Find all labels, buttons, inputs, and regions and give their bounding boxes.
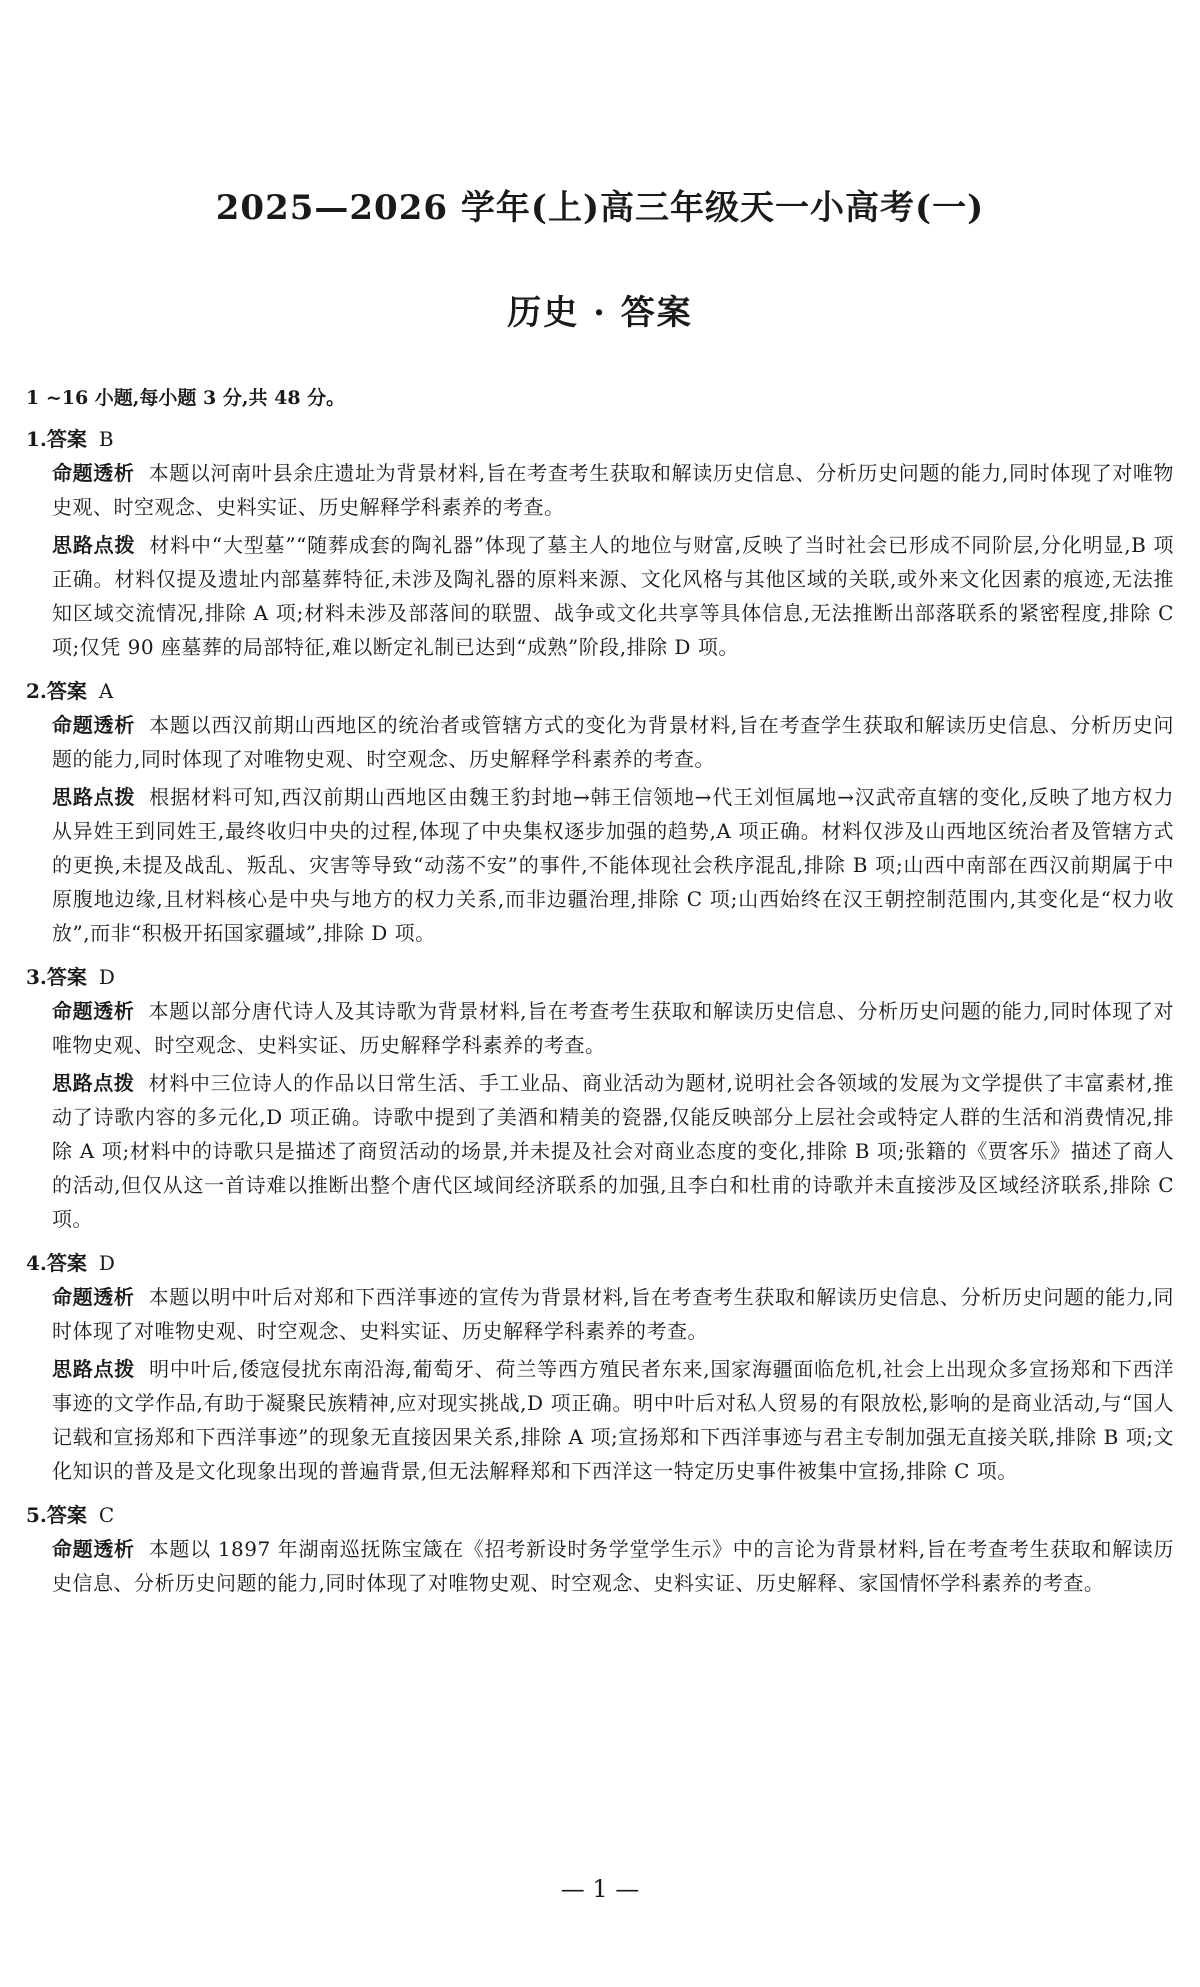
analysis-paragraph [26,456,1174,524]
analysis-text: 本题以河南叶县余庄遗址为背景材料,旨在考查考生获取和解读历史信息、分析历史问题的能力,同时体现了对唯物史观、时空观念、史料实证、历史解释学科素养的考查。 [52,461,1174,519]
question-item [26,674,1174,950]
answer-value: C [98,1503,115,1527]
tips-label: 思路点拨 [52,785,136,809]
analysis-label: 命题透析 [52,1537,135,1561]
analysis-label: 命题透析 [52,1285,135,1309]
answer-line [26,422,1174,456]
analysis-text: 本题以部分唐代诗人及其诗歌为背景材料,旨在考查考生获取和解读历史信息、分析历史问题的能力,同时体现了对唯物史观、时空观念、史料实证、历史解释学科素养的考查。 [52,999,1174,1057]
tips-label: 思路点拨 [52,1071,135,1095]
tips-label: 思路点拨 [52,1357,136,1381]
question-item [26,1498,1174,1600]
subject-title: 历史 · 答案 [507,293,693,333]
tips-label: 思路点拨 [52,533,136,557]
analysis-text: 本题以西汉前期山西地区的统治者或管辖方式的变化为背景材料,旨在考查学生获取和解读历史信息、分析历史问题的能力,同时体现了对唯物史观、时空观念、历史解释学科素养的考查。 [52,713,1175,771]
tips-paragraph [26,528,1174,664]
analysis-label: 命题透析 [52,461,135,485]
answer-line [26,960,1174,994]
tips-text: 明中叶后,倭寇侵扰东南沿海,葡萄牙、荷兰等西方殖民者东来,国家海疆面临危机,社会上出现众多宣扬郑和下西洋事迹的文学作品,有助于凝聚民族精神,应对现实挑战,D 项正确。明中叶后对私人贸易的有限放松,影响的是商业活动,与“国人记载和宣扬郑和下西洋事迹”的现象无直接因果关系,排除 A 项;宣扬郑和下西洋事迹与君主专制加强无直接关联,排除 B 项;文化知识的普及是文化现象出现的普遍背景,但无法解释郑和下西洋这一特定历史事件被集中宣扬,排除 C 项。 [52,1357,1174,1483]
question-list [26,422,1174,1600]
analysis-text: 本题以 1897 年湖南巡抚陈宝箴在《招考新设时务学堂学生示》中的言论为背景材料,旨在考查考生获取和解读历史信息、分析历史问题的能力,同时体现了对唯物史观、时空观念、史料实证、历史解释、家国情怀学科素养的考查。 [52,1537,1174,1595]
scoring-intro: 1 ~16 小题,每小题 3 分,共 48 分。 [26,387,346,409]
tips-text: 材料中“大型墓”“随葬成套的陶礼器”体现了墓主人的地位与财富,反映了当时社会已形成不同阶层,分化明显,B 项正确。材料仅提及遗址内部墓葬特征,未涉及陶礼器的原料来源、文化风格与其他区域的关联,或外来文化因素的痕迹,无法推知区域交流情况,排除 A 项;材料未涉及部落间的联盟、战争或文化共享等具体信息,无法推断出部落联系的紧密程度,排除 C 项;仅凭 90 座墓葬的局部特征,难以断定礼制已达到“成熟”阶段,排除 D 项。 [52,533,1175,659]
question-item [26,1246,1174,1488]
exam-title: 2025—2026 学年(上)高三年级天一小高考(一) [215,188,985,228]
answer-label: 答案 [46,1251,87,1275]
analysis-label: 命题透析 [52,999,135,1023]
tips-paragraph [26,1352,1174,1488]
question-number: 3. [26,965,47,989]
question-number: 5. [26,1503,47,1527]
tips-paragraph [26,780,1174,950]
answer-line [26,1498,1174,1532]
answer-label: 答案 [46,427,87,451]
analysis-label: 命题透析 [52,713,136,737]
question-number: 4. [26,1251,47,1275]
answer-value: A [98,679,114,703]
answer-line [26,674,1174,708]
answer-value: D [98,1251,115,1275]
tips-text: 材料中三位诗人的作品以日常生活、手工业品、商业活动为题材,说明社会各领域的发展为文学提供了丰富素材,推动了诗歌内容的多元化,D 项正确。诗歌中提到了美酒和精美的瓷器,仅能反映部分上层社会或特定人群的生活和消费情况,排除 A 项;材料中的诗歌只是描述了商贸活动的场景,并未提及社会对商业态度的变化,排除 B 项;张籍的《贾客乐》描述了商人的活动,但仅从这一首诗难以推断出整个唐代区域间经济联系的加强,且李白和杜甫的诗歌并未直接涉及区域经济联系,排除 C 项。 [52,1071,1174,1231]
answer-label: 答案 [46,1503,87,1527]
tips-paragraph [26,1066,1174,1236]
answer-label: 答案 [46,679,87,703]
question-item [26,422,1174,664]
analysis-text: 本题以明中叶后对郑和下西洋事迹的宣传为背景材料,旨在考查考生获取和解读历史信息、分析历史问题的能力,同时体现了对唯物史观、时空观念、史料实证、历史解释学科素养的考查。 [52,1285,1174,1343]
answer-value: B [98,427,114,451]
analysis-paragraph [26,994,1174,1062]
analysis-paragraph [26,708,1174,776]
tips-text: 根据材料可知,西汉前期山西地区由魏王豹封地→韩王信领地→代王刘恒属地→汉武帝直辖的变化,反映了地方权力从异姓王到同姓王,最终收归中央的过程,体现了中央集权逐步加强的趋势,A 项正确。材料仅涉及山西地区统治者及管辖方式的更换,未提及战乱、叛乱、灾害等导致“动荡不安”的事件,不能体现社会秩序混乱,排除 B 项;山西中南部在西汉前期属于中原腹地边缘,且材料核心是中央与地方的权力关系,而非边疆治理,排除 C 项;山西始终在汉王朝控制范围内,其变化是“权力收放”,而非“积极开拓国家疆域”,排除 D 项。 [52,785,1174,945]
analysis-paragraph [26,1532,1174,1600]
answer-line [26,1246,1174,1280]
question-item [26,960,1174,1236]
question-number: 1. [26,427,47,451]
question-number: 2. [26,679,47,703]
answer-label: 答案 [46,965,87,989]
answer-value: D [98,965,115,989]
page-number: — 1 — [560,1875,640,1903]
analysis-paragraph [26,1280,1174,1348]
